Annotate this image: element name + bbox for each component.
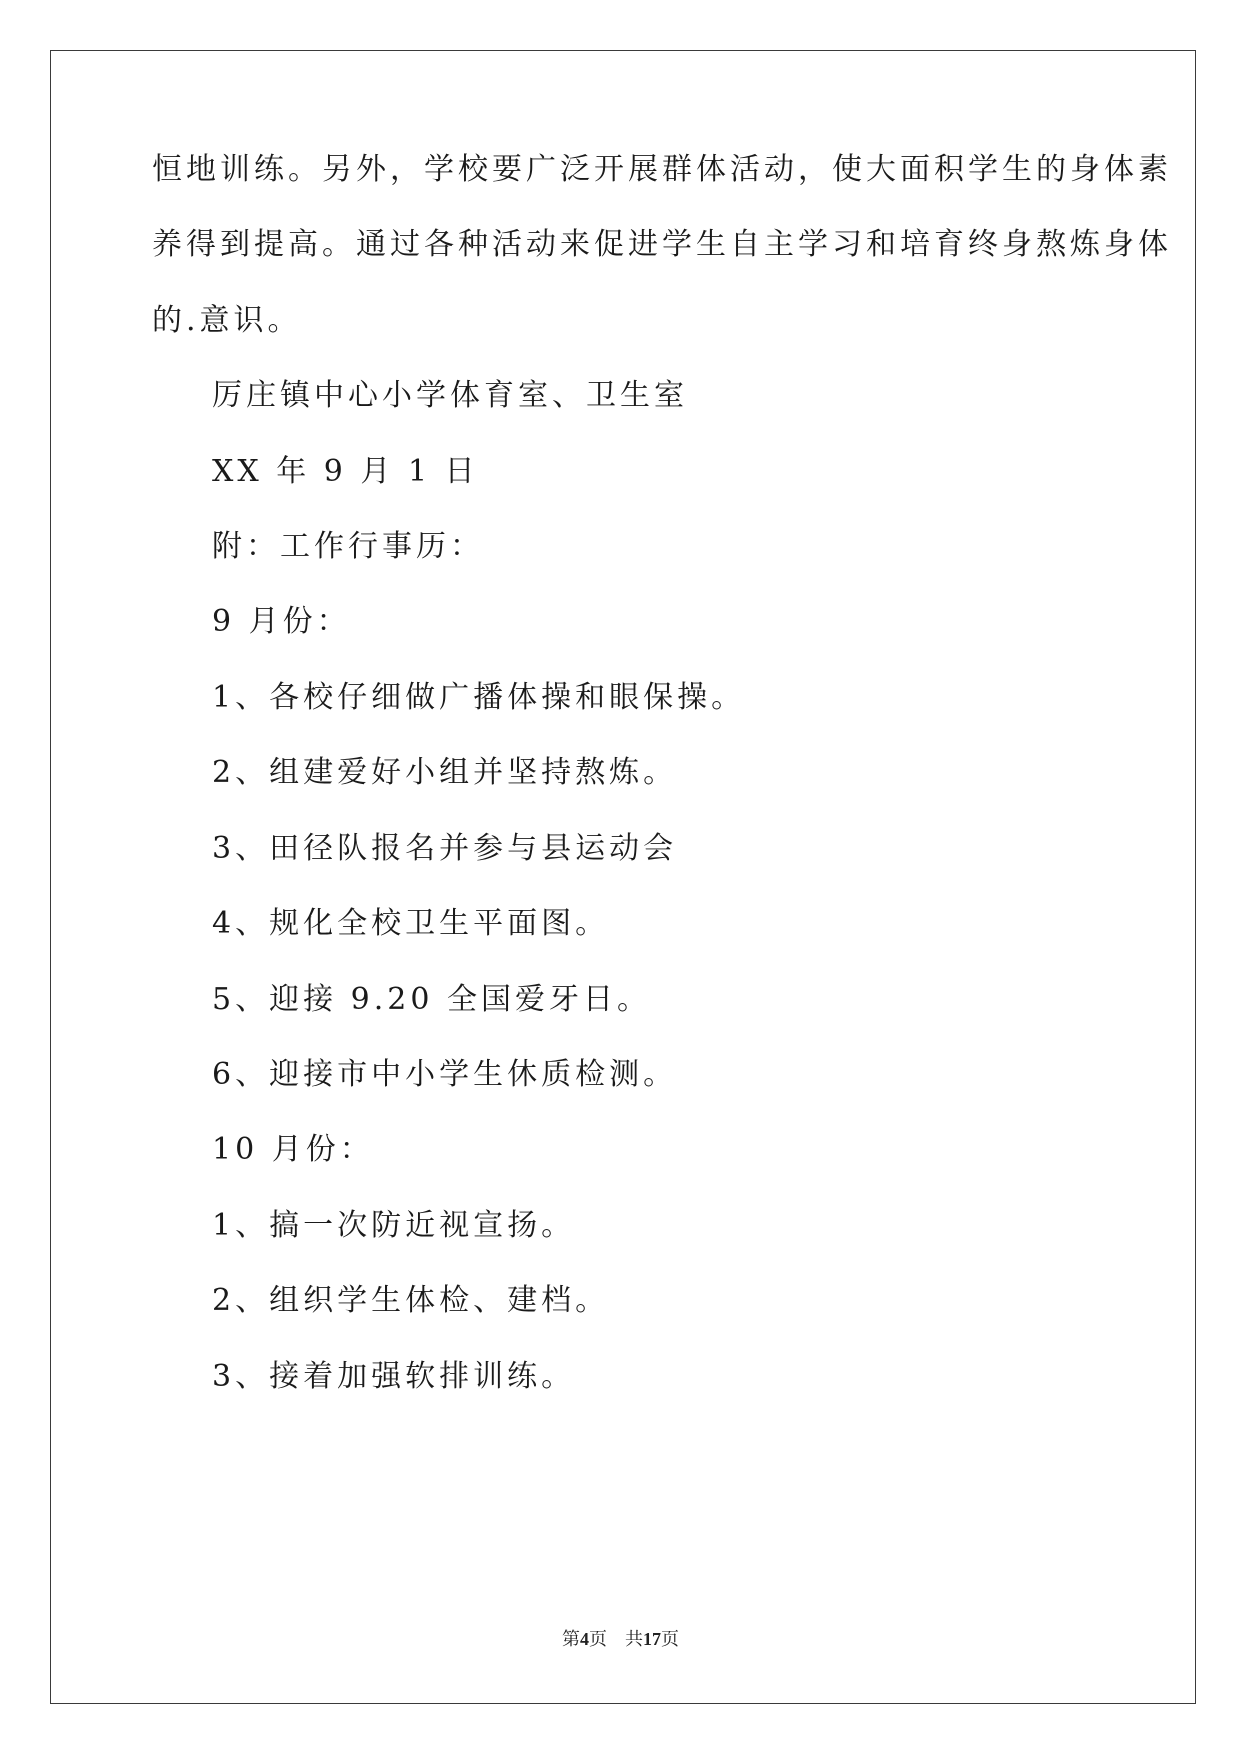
list-item: 2、组建爱好小组并坚持熬炼。 (212, 755, 678, 790)
signature-organization: 厉庄镇中心小学体育室、卫生室 (212, 378, 688, 413)
body-text-line: 恒地训练。另外，学校要广泛开展群体活动，使大面积学生的身体素 (152, 152, 1172, 187)
footer-page-prefix: 第 (562, 1629, 580, 1649)
footer-total-prefix: 共 (625, 1629, 643, 1649)
section-heading-september: 9 月份： (212, 604, 351, 639)
list-item: 2、组织学生体检、建档。 (212, 1283, 610, 1318)
footer-page-number: 4 (580, 1629, 589, 1649)
page-border (50, 50, 1196, 1704)
page-footer (0, 1627, 1241, 1651)
list-item: 6、迎接市中小学生休质检测。 (212, 1057, 678, 1092)
list-item: 1、各校仔细做广播体操和眼保操。 (212, 680, 746, 715)
list-item: 1、搞一次防近视宣扬。 (212, 1208, 576, 1243)
list-item: 5、迎接 9.20 全国爱牙日。 (212, 982, 651, 1017)
footer-total-suffix: 页 (661, 1629, 679, 1649)
body-text-line: 养得到提高。通过各种活动来促进学生自主学习和培育终身熬炼身体 (152, 227, 1172, 262)
footer-total-pages: 17 (643, 1629, 661, 1649)
body-text-line: 的.意识。 (152, 303, 302, 338)
signature-date: XX 年 9 月 1 日 (212, 454, 479, 489)
list-item: 3、田径队报名并参与县运动会 (212, 831, 678, 866)
list-item: 4、规化全校卫生平面图。 (212, 906, 610, 941)
appendix-title: 附：工作行事历： (212, 529, 484, 564)
footer-page-suffix: 页 (589, 1629, 607, 1649)
list-item: 3、接着加强软排训练。 (212, 1359, 576, 1394)
section-heading-october: 10 月份： (212, 1132, 374, 1167)
